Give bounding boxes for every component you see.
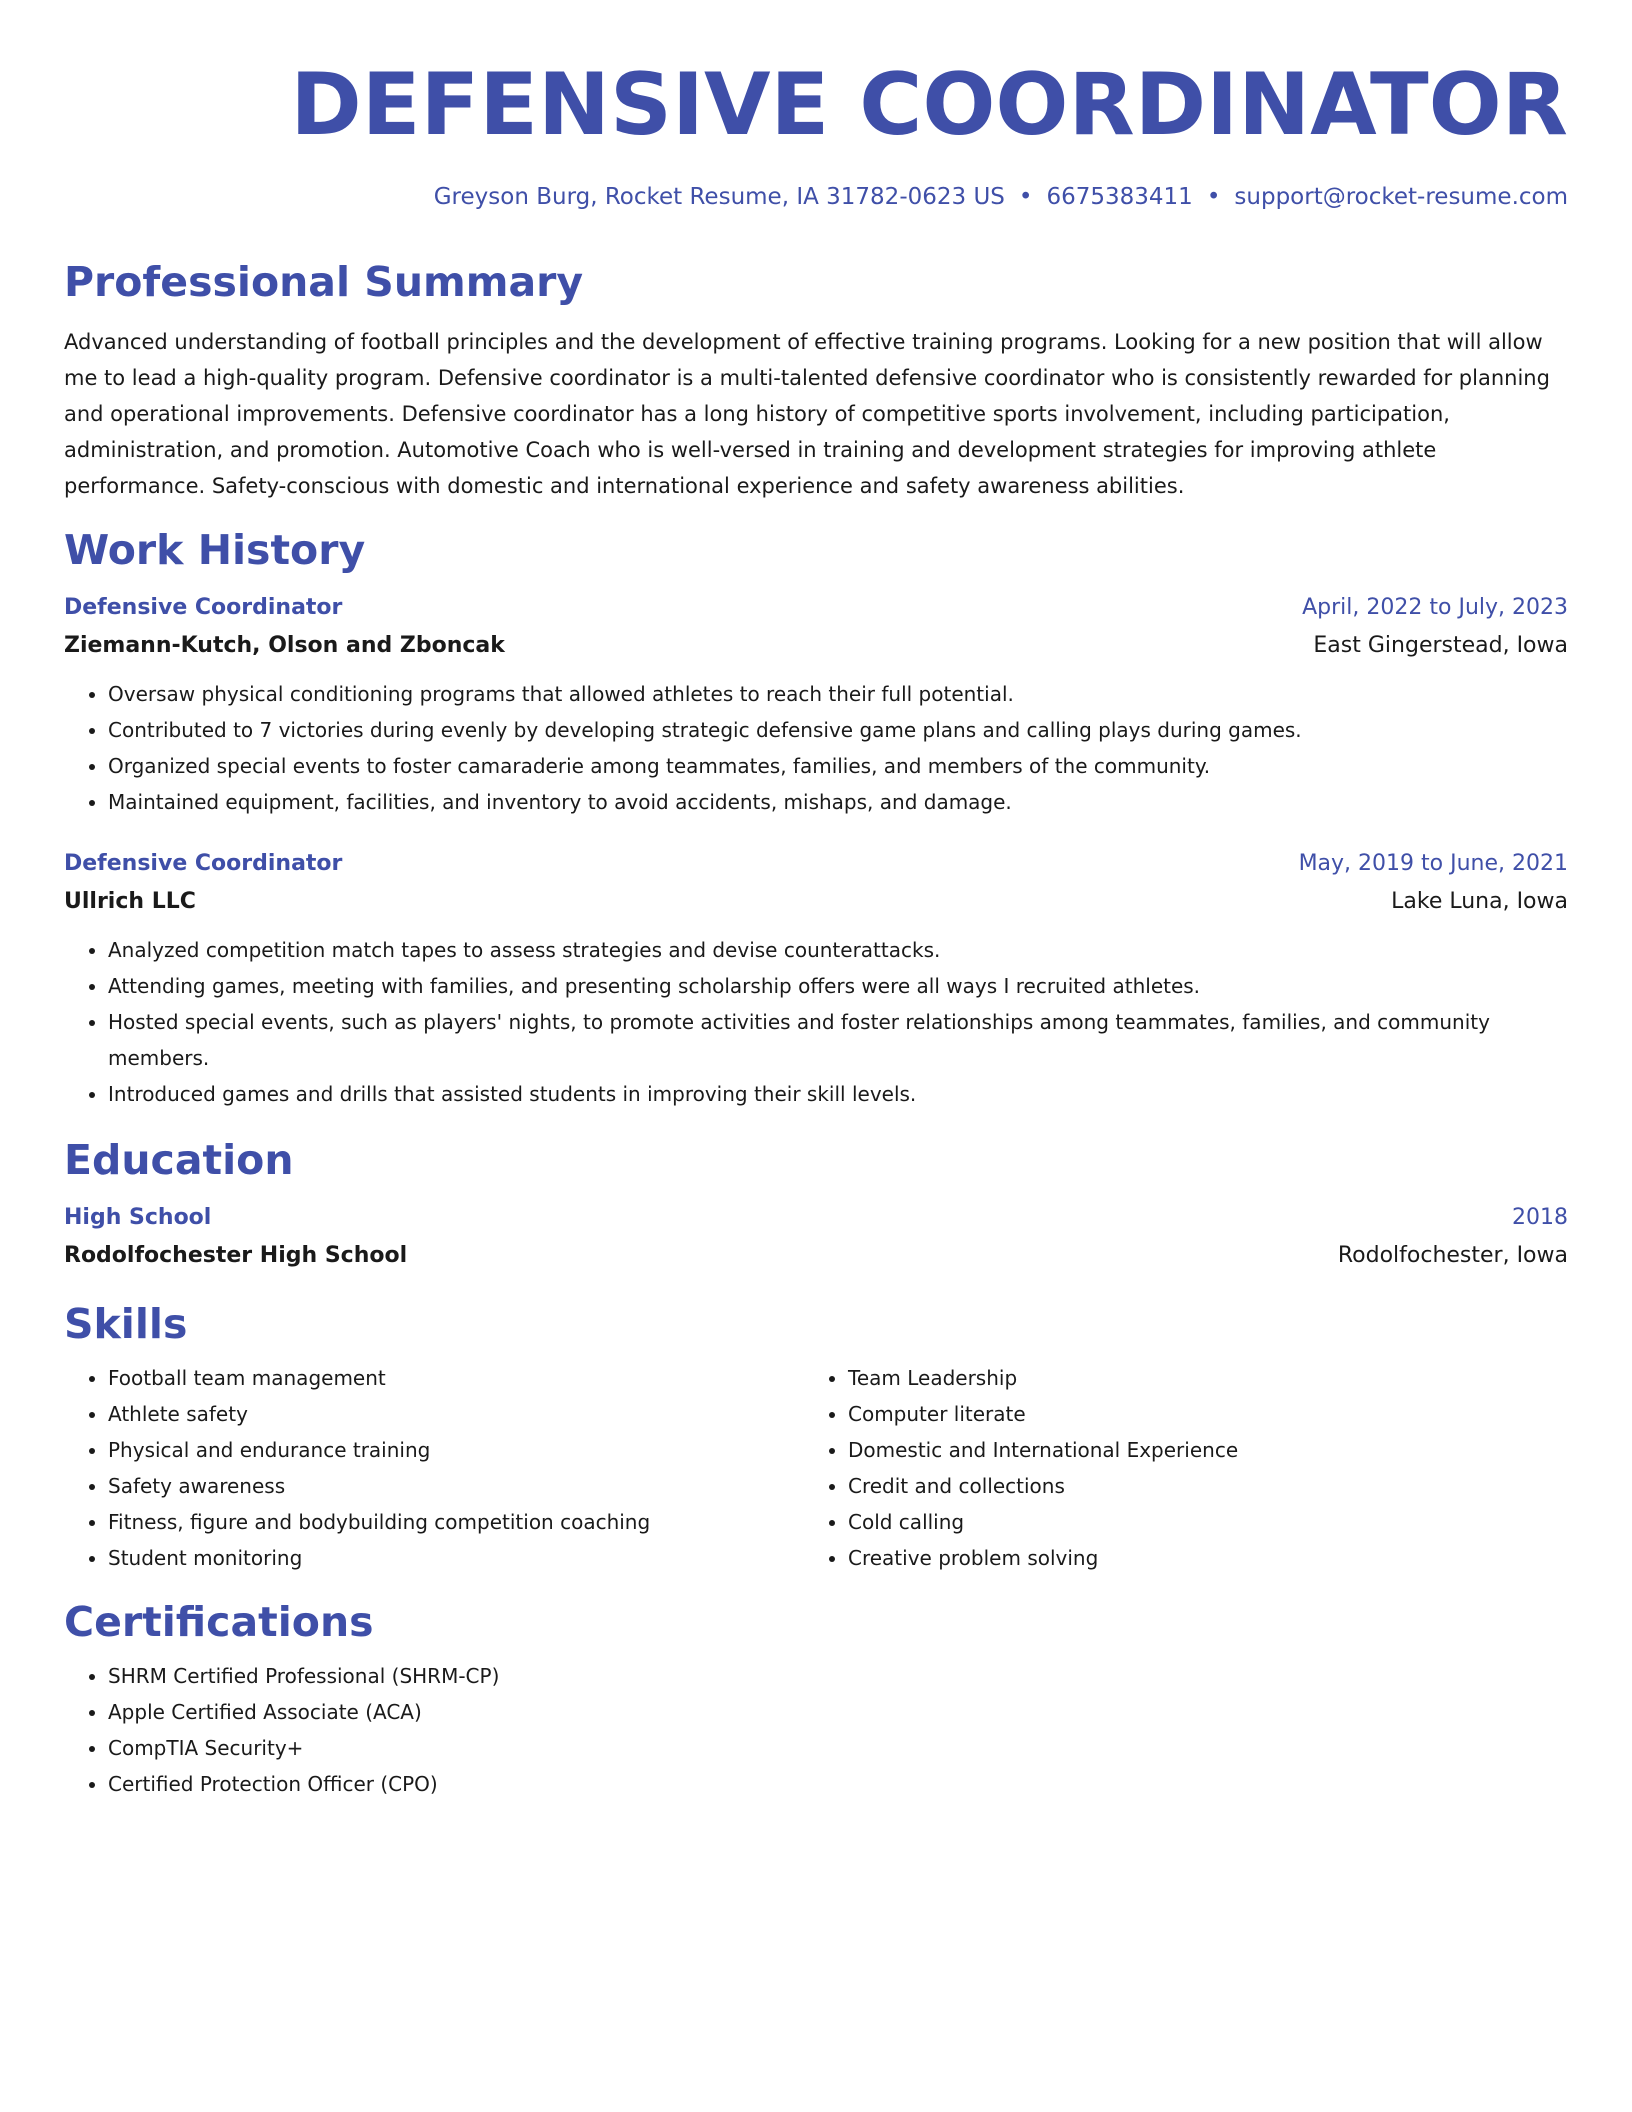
education-location: Rodolfochester, Iowa xyxy=(1337,1243,1568,1268)
skills-right-column xyxy=(804,1350,1238,1576)
skill-item: • Athlete safety xyxy=(108,1396,804,1432)
job-title: Defensive Coordinator xyxy=(64,595,343,620)
certification-item: • SHRM Certified Professional (SHRM-CP) xyxy=(108,1658,1568,1694)
job-bullet: • Hosted special events, such as players' nights, to promote activities and foster relationships among teammates, families, and community members. xyxy=(108,1004,1568,1076)
job-location: East Gingerstead, Iowa xyxy=(1313,633,1568,658)
skill-item: • Team Leadership xyxy=(848,1360,1238,1396)
skill-item: • Credit and collections xyxy=(848,1468,1238,1504)
skill-item: • Fitness, figure and bodybuilding competition coaching xyxy=(108,1504,804,1540)
skill-item: • Computer literate xyxy=(848,1396,1238,1432)
skills-columns xyxy=(64,1350,1568,1576)
job-title: Defensive Coordinator xyxy=(64,851,343,876)
contact-line xyxy=(64,182,1568,212)
contact-phone: 6675383411 xyxy=(1046,184,1193,210)
job-location: Lake Luna, Iowa xyxy=(1391,889,1568,914)
contact-address: Greyson Burg, Rocket Resume, IA 31782-0623 US xyxy=(433,184,1005,210)
job-bullet: • Contributed to 7 victories during evenly by developing strategic defensive game plans and calling plays during games. xyxy=(108,712,1568,748)
summary-text: Advanced understanding of football principles and the development of effective training programs. Looking for a new position that will allow me to lead a high-quality program. Defensive coordinator is a multi-talented defensive coordinator who is consistently rewarded for planning and operational improvements. Defensive coordinator has a long history of competitive sports involvement, including participation, administration, and promotion. Automotive Coach who is well-versed in training and development strategies for improving athlete performance. Safety-conscious with domestic and international experience and safety awareness abilities. xyxy=(64,330,1550,498)
job-bullet: • Maintained equipment, facilities, and inventory to avoid accidents, mishaps, and damage. xyxy=(108,784,1568,820)
skill-item: • Domestic and International Experience xyxy=(848,1432,1238,1468)
job-entry xyxy=(64,846,1568,1112)
certifications-heading: Certifications xyxy=(64,1598,374,1646)
skill-item: • Student monitoring xyxy=(108,1540,804,1576)
job-bullets xyxy=(64,932,1568,1112)
skill-item: • Creative problem solving xyxy=(848,1540,1238,1576)
job-company: Ullrich LLC xyxy=(64,889,196,914)
job-bullets xyxy=(64,676,1568,820)
skills-left-column xyxy=(64,1350,804,1576)
summary-heading: Professional Summary xyxy=(64,258,584,306)
education-school: Rodolfochester High School xyxy=(64,1243,408,1268)
skills-heading: Skills xyxy=(64,1300,188,1348)
job-bullet: • Attending games, meeting with families, and presenting scholarship offers were all ways I recruited athletes. xyxy=(108,968,1568,1004)
job-company: Ziemann-Kutch, Olson and Zboncak xyxy=(64,633,505,658)
job-bullet: • Introduced games and drills that assisted students in improving their skill levels. xyxy=(108,1076,1568,1112)
certifications-list xyxy=(64,1658,1568,1802)
skills-list xyxy=(804,1360,1238,1576)
job-dates: May, 2019 to June, 2021 xyxy=(1298,851,1568,876)
education-entry xyxy=(64,1200,1568,1276)
education-degree: High School xyxy=(64,1205,212,1230)
job-entry xyxy=(64,590,1568,820)
job-bullet: • Oversaw physical conditioning programs that allowed athletes to reach their full potential. xyxy=(108,676,1568,712)
resume-name: DEFENSIVE COORDINATOR xyxy=(290,55,1568,155)
education-year: 2018 xyxy=(1512,1205,1568,1230)
education-heading: Education xyxy=(64,1136,294,1184)
certification-item: • CompTIA Security+ xyxy=(108,1730,1568,1766)
contact-separator: • xyxy=(1206,184,1221,210)
contact-email: support@rocket-resume.com xyxy=(1234,184,1568,210)
skill-item: • Cold calling xyxy=(848,1504,1238,1540)
skill-item: • Safety awareness xyxy=(108,1468,804,1504)
job-dates: April, 2022 to July, 2023 xyxy=(1302,595,1568,620)
job-bullet: • Analyzed competition match tapes to assess strategies and devise counterattacks. xyxy=(108,932,1568,968)
skills-list xyxy=(64,1360,804,1576)
work-history-heading: Work History xyxy=(64,526,366,574)
certification-item: • Apple Certified Associate (ACA) xyxy=(108,1694,1568,1730)
contact-separator: • xyxy=(1018,184,1033,210)
job-bullet: • Organized special events to foster camaraderie among teammates, families, and members of the community. xyxy=(108,748,1568,784)
skill-item: • Football team management xyxy=(108,1360,804,1396)
skill-item: • Physical and endurance training xyxy=(108,1432,804,1468)
certification-item: • Certified Protection Officer (CPO) xyxy=(108,1766,1568,1802)
